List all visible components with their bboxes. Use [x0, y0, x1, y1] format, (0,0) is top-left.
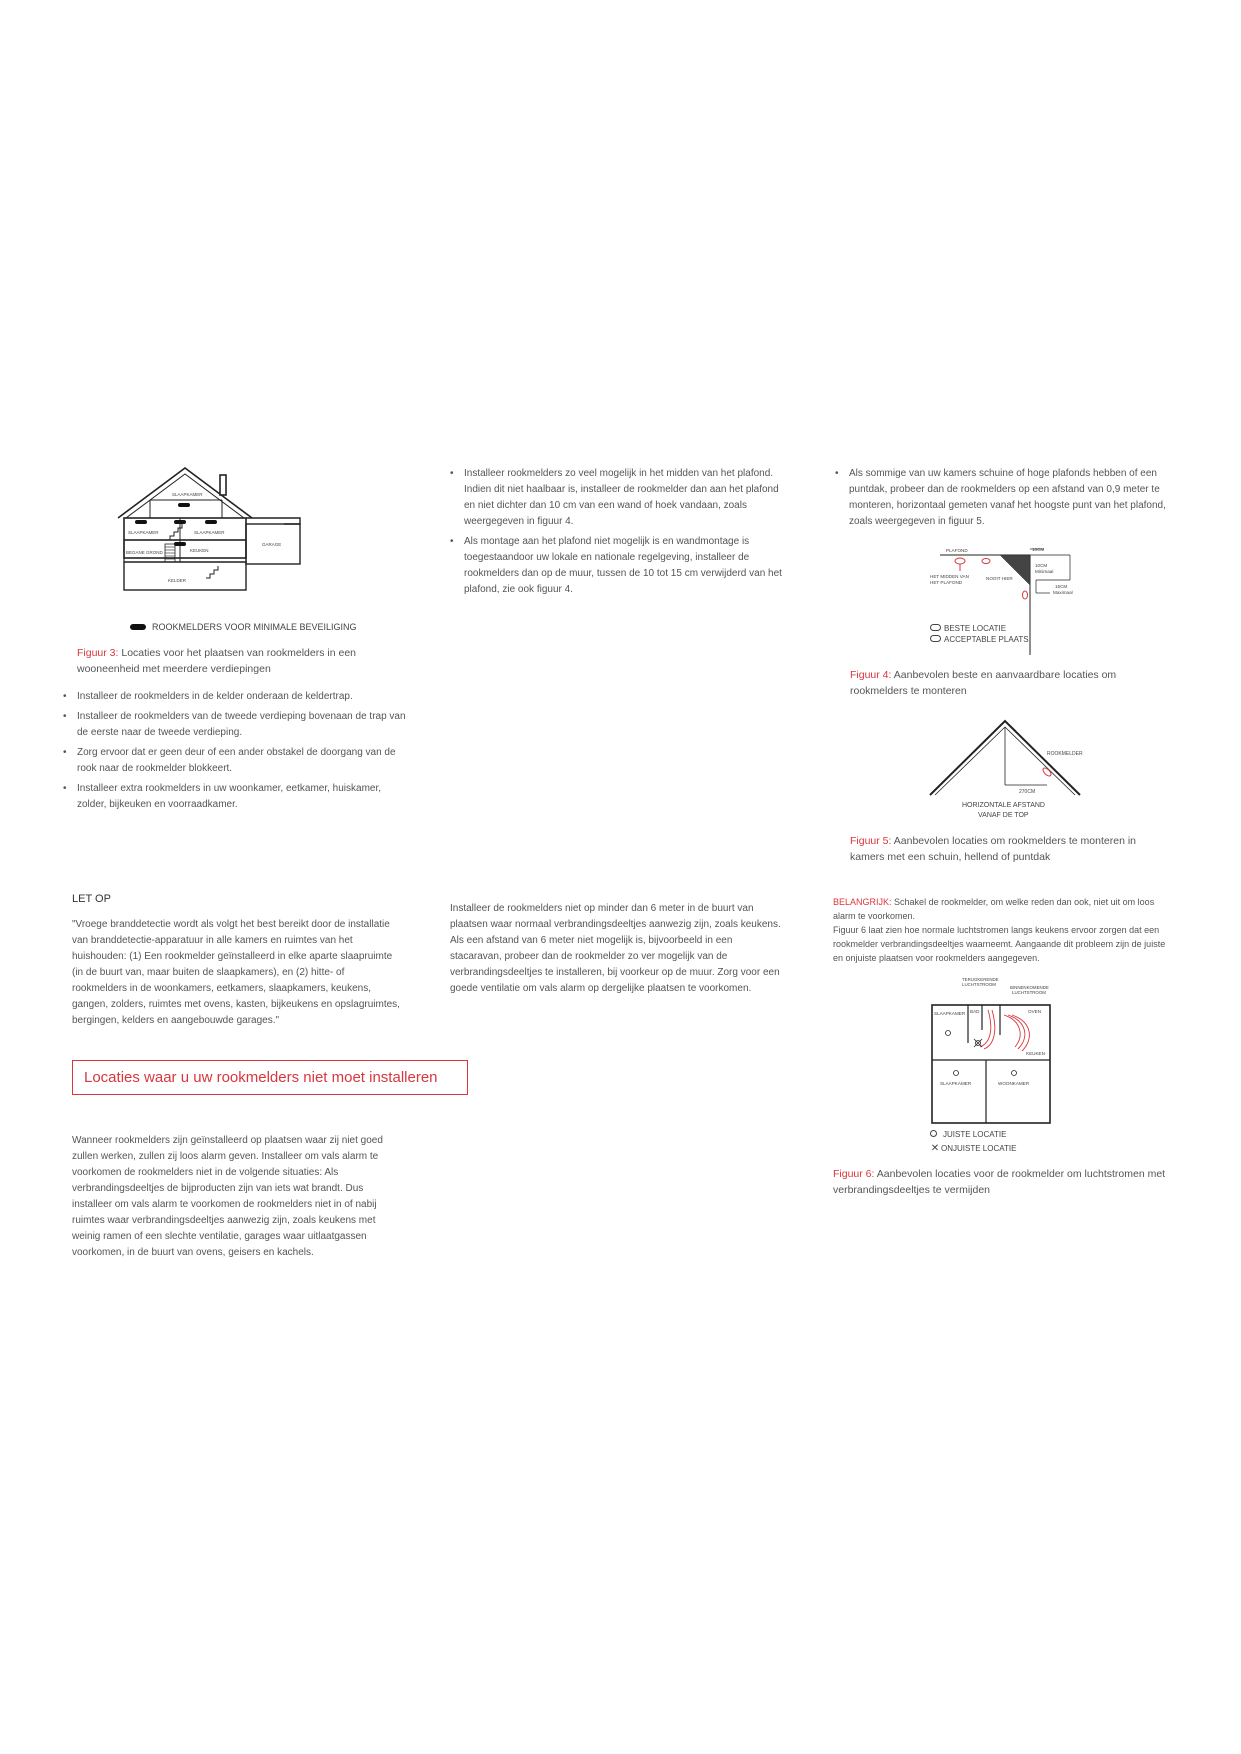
label-garage: GARAGE	[262, 542, 282, 547]
figure5-caption-prefix: Figuur 5:	[850, 835, 892, 847]
smoke-detector-icon	[174, 542, 186, 546]
label-attic-bedroom: SLAAPKAMER	[172, 492, 203, 497]
smoke-detector-icon	[135, 520, 147, 524]
figure6-legend	[930, 1128, 1016, 1156]
figure6-label-bedroom-bottom: SLAAPKAMER	[940, 1081, 972, 1086]
figure6-caption	[833, 1166, 1168, 1198]
figure6-diagram	[930, 975, 1070, 1135]
label-bedroom-right: SLAAPKAMER	[194, 530, 225, 535]
list-item: • Installeer rookmelders zo veel mogelijk in het midden van het plafond. Indien dit niet haalbaar is, installeer de rookmelder dan aan het plafond en niet dichter dan 10 cm van een wand of hoek vandaan, zoals weergegeven in figuur 4.	[450, 466, 785, 530]
figure6-label-kitchen: KEUKEN	[1026, 1051, 1045, 1056]
figure6-caption-prefix: Figuur 6:	[833, 1168, 875, 1180]
figure5-label-horizontal-1: HORIZONTALE AFSTAND	[962, 802, 1045, 809]
figure4-legend	[930, 623, 1029, 645]
figure3-legend-label: ROOKMELDERS VOOR MINIMALE BEVEILIGING	[152, 622, 357, 632]
label-kitchen: KEUKEN	[190, 548, 209, 553]
figure4-label-10cm: 10CM	[1032, 547, 1045, 552]
smoke-detector-icon	[178, 503, 190, 507]
figure5-caption-text: Aanbevolen locaties om rookmelders te monteren in kamers met een schuin, hellend of puntdak	[850, 835, 1136, 863]
figure6-label-incoming-2: LUCHTSTROOM	[1012, 990, 1046, 995]
important-text: Schakel de rookmelder, om welke reden dan ook, niet uit om loos alarm te voorkomen.	[833, 897, 1155, 921]
figure3-bullets	[63, 689, 408, 817]
figure5-label-smoke-detector: ROOKMELDER	[1047, 751, 1083, 757]
middle-bottom-paragraph: Installeer de rookmelders niet op minder dan 6 meter in de buurt van plaatsen waar normaal verbrandingsdeeltjes aanwezig zijn, zoals keukens. Als een afstand van 6 meter niet mogelijk is, bijvoorbeeld in een stacaravan, probeer dan de rookmelder zo ver mogelijk van de verbrandingsdeeltjes te installeren, bij voorkeur op de muur. Zorg voor een goede ventilatie om vals alarm op dergelijke plaatsen te voorkomen.	[450, 903, 781, 994]
list-item: • Installeer extra rookmelders in uw woonkamer, eetkamer, huiskamer, zolder, bijkeuken en voorraadkamer.	[63, 781, 408, 813]
important-text-2: Figuur 6 laat zien hoe normale luchtstromen langs keukens ervoor zorgen dat een rookmelder verbrandingsdeeltjes waarneemt. Aangaande dit probleem zijn de juiste en onjuiste plaatsen voor rookmelders aangegeven.	[833, 925, 1166, 963]
figure3-caption-prefix: Figuur 3:	[77, 647, 119, 659]
list-item: • Installeer de rookmelders in de kelder onderaan de keldertrap.	[63, 689, 408, 705]
figure6-label-return-1: TERUGKERENDE	[962, 977, 999, 982]
figure4-caption-prefix: Figuur 4:	[850, 669, 892, 681]
figure6-legend-correct: JUISTE LOCATIE	[943, 1130, 1007, 1139]
list-item: • Als montage aan het plafond niet mogelijk is en wandmontage is toegestaandoor uw lokale en nationale regelgeving, installeer de rookmelders dan op de muur, tussen de 10 tot 15 cm verwijderd van het plafond, zie ook figuur 4.	[450, 534, 785, 598]
let-op-quote: "Vroege branddetectie wordt als volgt het best bereikt door de installatie van branddetectie-apparatuur in alle kamers en ruimtes van het huishouden: (1) Een rookmelder geïnstalleerd in elke aparte slaapruimte (in de buurt van, maar buiten de slaapkamers), en (2) hitte- of rookmelders in de woonkamers, eetkamers, slaapkamers, keukens, gangen, zolders, ruimtes met ovens, kasten, bijkeukens en opslagruimtes, bergingen, kelders en aangebouwde garages."	[72, 919, 400, 1026]
figure6-label-bath: BAD	[970, 1009, 980, 1014]
figure6-caption-text: Aanbevolen locaties voor de rookmelder om luchtstromen met verbrandingsdeeltjes te vermijden	[833, 1168, 1166, 1196]
left-bottom-paragraph: Wanneer rookmelders zijn geïnstalleerd op plaatsen waar zij niet goed zullen werken, zullen zij loos alarm geven. Installeer om vals alarm te voorkomen de rookmelders niet in de volgende situaties: Als verbrandingsdeeltjes de bijproducten zijn van iets wat brandt. Dus installeer om vals alarm te voorkomen de rookmelders niet in of nabij ruimtes waar verbrandingsdeeltjes aanwezig zijn, zoals keukens met weinig ramen of een slechte ventilatie, garages waar uitlaatgassen voorkomen, in de buurt van ovens, geisers en kachels.	[72, 1135, 383, 1258]
smoke-detector-icon	[205, 520, 217, 524]
middle-top-bullets	[450, 466, 785, 602]
figure5-diagram	[925, 715, 1095, 820]
figure3-legend	[130, 622, 357, 632]
figure6-label-oven: OVEN	[1028, 1009, 1042, 1014]
boxed-heading	[72, 1060, 468, 1095]
figure4-label-minimum: Minimaal	[1035, 569, 1054, 574]
figure5-caption	[850, 833, 1170, 865]
right-top-bullets	[835, 466, 1175, 534]
important-prefix: BELANGRIJK:	[833, 897, 892, 907]
figure4-label-maximum: Maximaal	[1053, 590, 1073, 595]
house-diagram	[110, 460, 330, 610]
list-item: • Installeer de rookmelders van de tweede verdieping bovenaan de trap van de eerste naar de tweede verdieping.	[63, 709, 408, 741]
figure6-label-bedroom-top: SLAAPKAMER	[934, 1011, 966, 1016]
figure4-label-center-2: HET PLAFOND	[930, 580, 963, 585]
boxed-heading-text: Locaties waar u uw rookmelders niet moet installeren	[84, 1069, 438, 1086]
figure6-label-return-2: LUCHTSTROOM	[962, 982, 996, 987]
figure5-label-dim: 270CM	[1019, 789, 1036, 795]
figure4-label-15cm: 15CM	[1055, 584, 1068, 589]
list-item: • Zorg ervoor dat er geen deur of een ander obstakel de doorgang van de rook naar de rookmelder blokkeert.	[63, 745, 408, 777]
figure3-caption-text: Locaties voor het plaatsen van rookmelders in een wooneenheid met meerdere verdiepingen	[77, 647, 356, 675]
label-ground-floor: BEGANE GROND	[126, 550, 163, 555]
label-bedroom-left: SLAAPKAMER	[128, 530, 159, 535]
list-item: • Als sommige van uw kamers schuine of hoge plafonds hebben of een puntdak, probeer dan de rookmelders op een afstand van 0,9 meter te monteren, horizontaal gemeten vanaf het hoogste punt van het plafond, zoals weergegeven in figuur 5.	[835, 466, 1175, 530]
figure6-label-incoming-1: BINNENKOMENDE	[1010, 985, 1049, 990]
figure5-label-horizontal-2: VANAF DE TOP	[978, 812, 1029, 819]
figure4-label-ceiling: PLAFOND	[946, 548, 968, 553]
figure4-label-never-here: NOOIT HIER	[986, 576, 1013, 581]
figure4-legend-best: BESTE LOCATIE	[944, 624, 1007, 633]
smoke-detector-icon	[130, 624, 146, 630]
important-note	[833, 895, 1168, 965]
cross-icon: ✕	[930, 1143, 940, 1154]
figure3-caption	[77, 645, 387, 677]
figure6-label-living: WOONKAMER	[998, 1081, 1030, 1086]
figure4-legend-acceptable: ACCEPTABLE PLAATS	[944, 635, 1029, 644]
let-op-heading: LET OP	[72, 893, 111, 905]
figure4-caption-text: Aanbevolen beste en aanvaardbare locaties om rookmelders te monteren	[850, 669, 1117, 697]
figure4-caption	[850, 667, 1170, 699]
figure4-label-10cm-min: 10CM	[1035, 563, 1048, 568]
figure4-label-center-1: HET MIDDEN VAN	[930, 574, 969, 579]
label-basement: KELDER	[168, 578, 187, 583]
figure6-legend-incorrect: ONJUISTE LOCATIE	[941, 1144, 1017, 1153]
smoke-detector-icon	[174, 520, 186, 524]
